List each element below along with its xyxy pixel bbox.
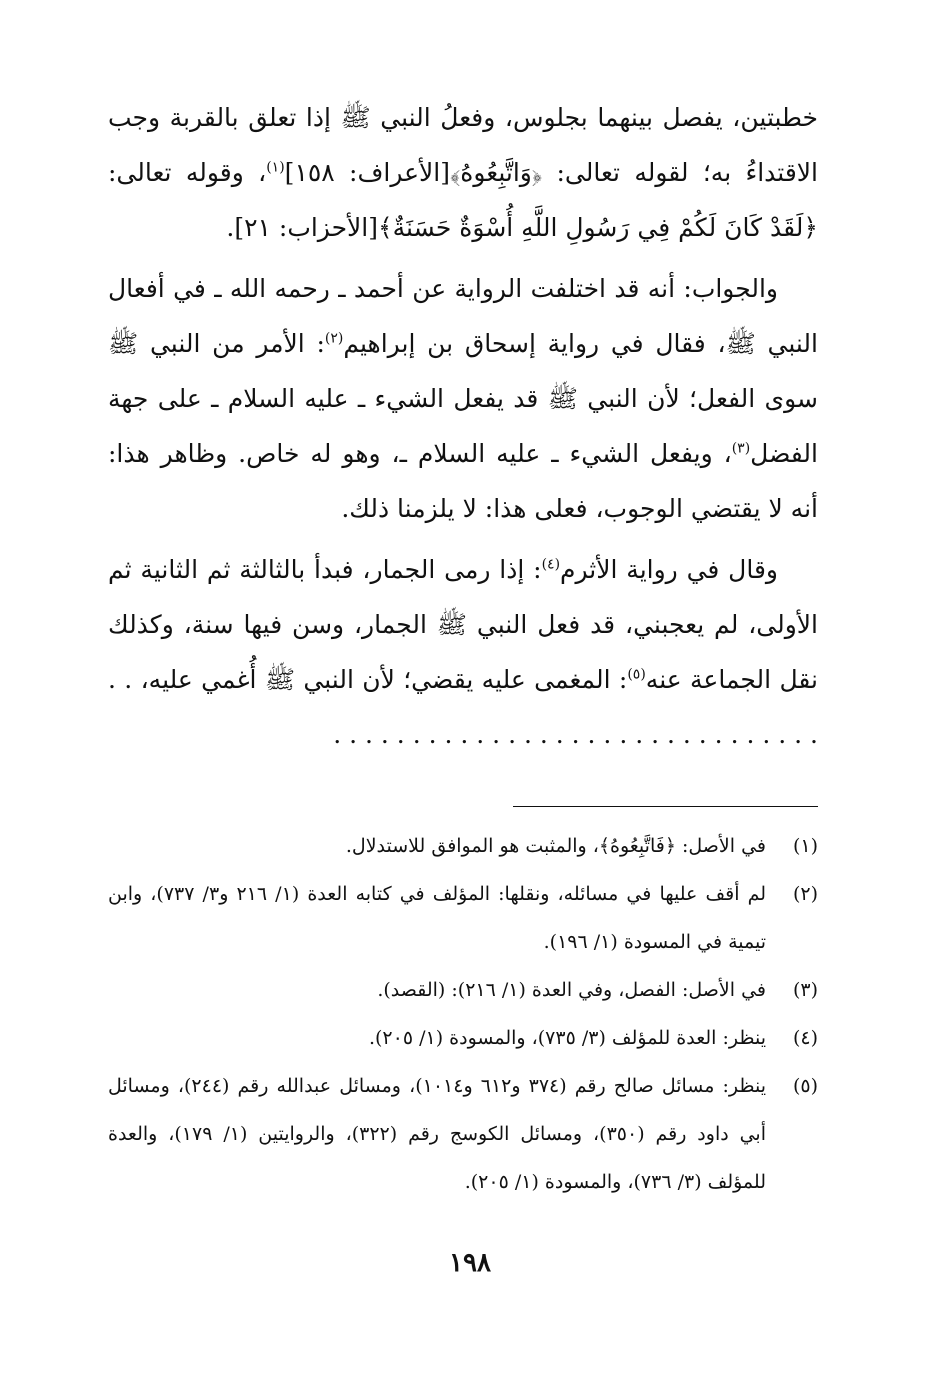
paragraph-3-part-a: وقال في رواية الأثرم — [560, 555, 778, 584]
footnote-4 — [108, 1014, 818, 1062]
footnote-1 — [108, 822, 818, 870]
footnote-separator — [513, 806, 818, 807]
main-text — [108, 90, 818, 768]
paragraph-1-text: خطبتين، يفصل بينهما بجلوس، وفعلُ النبي ﷺ إذا تعلق بالقربة وجب الاقتداءُ به؛ لقوله تعالى: ﴿وَاتَّبِعُوهُ﴾[الأعراف: ١٥٨] — [108, 103, 818, 187]
paragraph-3-part-b: : إذا رمى الجمار، فبدأ بالثالثة ثم الثانية ثم الأولى، لم يعجبني، قد فعل النبي ﷺ الجمار، وسن فيها سنة، وكذلك نقل الجماعة عنه — [108, 555, 819, 694]
paragraph-3 — [108, 542, 818, 762]
footnote-number: (٣) — [792, 979, 818, 1001]
footnote-number: (٢) — [792, 883, 818, 905]
paragraph-2-part-a: والجواب: أنه قد اختلفت الرواية عن أحمد ـ رحمه الله ـ في أفعال النبي ﷺ، فقال في رواية إسحاق بن إبراهيم — [108, 274, 818, 358]
paragraph-2-part-c: ، ويفعل الشيء ـ عليه السلام ـ، وهو له خاص. وظاهر هذا: أنه لا يقتضي الوجوب، فعلى هذا: لا يلزمنا ذلك. — [108, 439, 818, 523]
footnote-mark-3: (٣) — [731, 440, 751, 457]
footnote-mark-1: (١) — [266, 159, 285, 176]
paragraph-3-part-c: : المغمى عليه يقضي؛ لأن النبي ﷺ أُغمي عليه، . . . . . . . . . . . . . . . . . . . . . . . . . . . . . . . . . — [108, 665, 818, 749]
page-number: ١٩٨ — [449, 1248, 491, 1278]
paragraph-1-tail: ، وقوله تعالى: ﴿لَقَدْ كَانَ لَكُمْ فِي رَسُولِ اللَّهِ أُسْوَةٌ حَسَنَةٌ﴾[الأحزاب: ٢١]. — [108, 158, 818, 242]
footnote-mark-2: (٢) — [324, 330, 344, 347]
footnote-text: في الأصل: الفصل، وفي العدة (١/ ٢١٦): (القصد). — [377, 979, 766, 1001]
footnote-mark-5: (٥) — [627, 666, 646, 683]
footnote-text: في الأصل: ﴿فَاتَّبِعُوهُ﴾، والمثبت هو الموافق للاستدلال. — [345, 835, 766, 857]
footnote-text: ينظر: العدة للمؤلف (٣/ ٧٣٥)، والمسودة (١/ ٢٠٥). — [368, 1027, 766, 1049]
footnote-number: (١) — [792, 835, 818, 857]
footnote-mark-4: (٤) — [541, 556, 561, 573]
footnote-number: (٤) — [792, 1027, 818, 1049]
footnote-5 — [108, 1062, 818, 1206]
paragraph-2-part-b: : الأمر من النبي ﷺ سوى الفعل؛ لأن النبي ﷺ قد يفعل الشيء ـ عليه السلام ـ على جهة الفضل — [108, 329, 818, 468]
footnote-text: لم أقف عليها في مسائله، ونقلها: المؤلف في كتابه العدة (١/ ٢١٦ و٣/ ٧٣٧)، وابن تيمية في المسودة (١/ ١٩٦). — [108, 883, 766, 953]
footnote-3 — [108, 966, 818, 1014]
paragraph-1 — [108, 90, 818, 255]
footnote-number: (٥) — [792, 1075, 818, 1097]
footnote-text: ينظر: مسائل صالح رقم (٣٧٤ و٦١٢ و١٠١٤)، ومسائل عبدالله رقم (٢٤٤)، ومسائل أبي داود رقم (٣٥٠)، ومسائل الكوسج رقم (٣٢٢)، والروايتين (١/ ١٧٩)، والعدة للمؤلف (٣/ ٧٣٦)، والمسودة (١/ ٢٠٥). — [108, 1075, 767, 1193]
footnotes — [108, 822, 818, 1206]
paragraph-2 — [108, 261, 818, 536]
footnote-2 — [108, 870, 818, 966]
